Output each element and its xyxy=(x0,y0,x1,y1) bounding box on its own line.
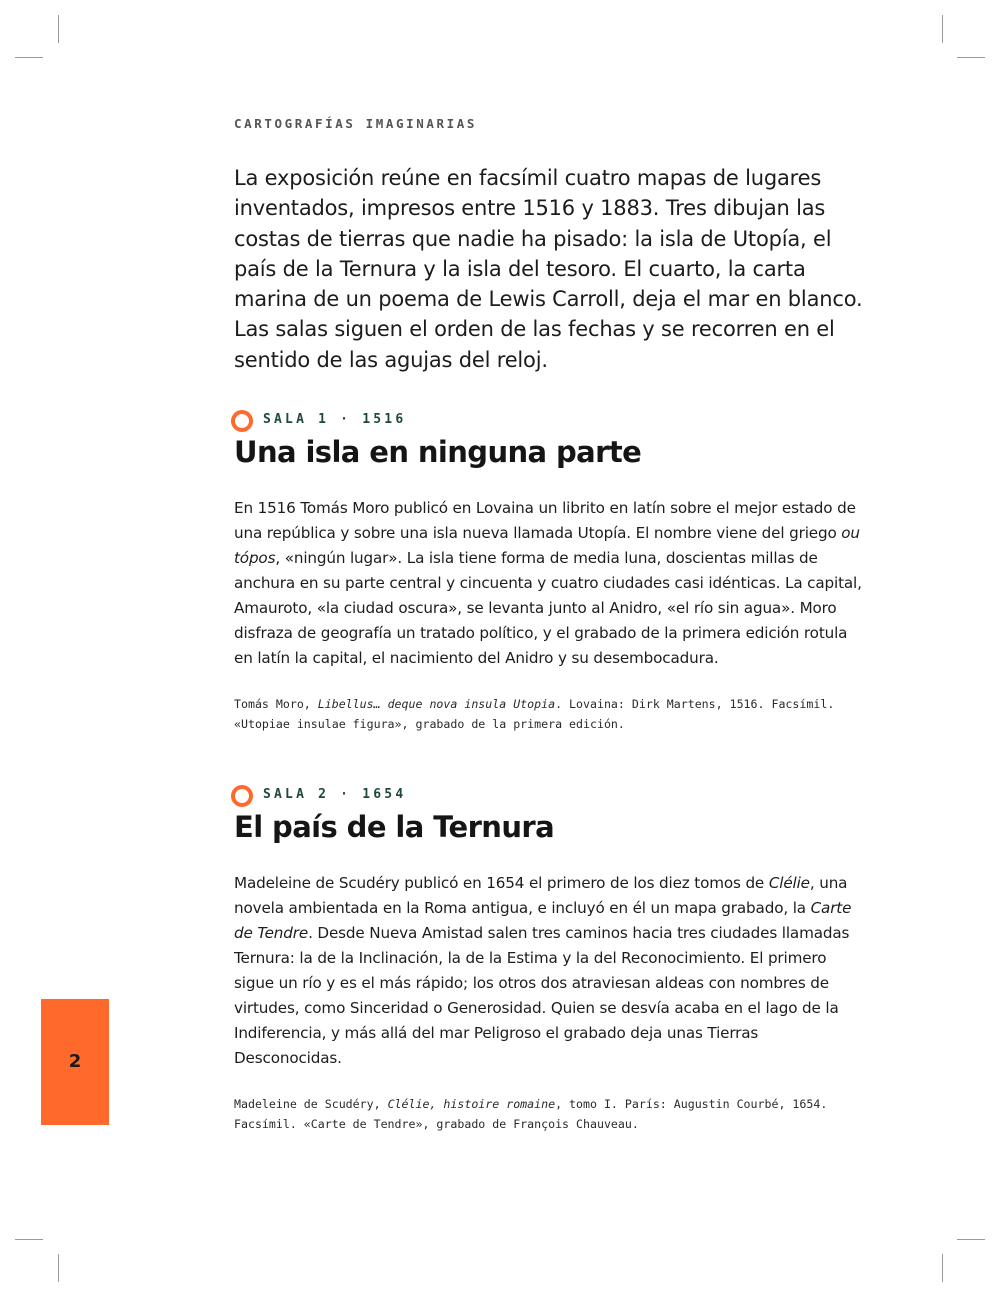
citation-run: . Lovaina: Dirk Martens, 1516. Facsímil. «Utopiae insulae figura», grabado de la primera edición. xyxy=(234,697,835,731)
body-text-italic: Clélie xyxy=(768,874,810,892)
body-text-run: , «ningún lugar». La isla tiene forma de media luna, doscientas millas de anchura en su parte central y cincuenta y cuatro ciudades casi idénticas. La capital, Amauroto, «la ciudad oscura», se levanta junto al Anidro, «el río sin agua». Moro disfraza de geografía un tratado político, y el grabado de la primera edición rotula en latín la capital, el nacimiento del Anidro y su desembocadura. xyxy=(234,549,862,667)
crop-mark-top-left-horizontal xyxy=(15,57,43,58)
crop-mark-bottom-right-horizontal xyxy=(957,1239,985,1240)
section-citation xyxy=(234,1095,864,1134)
orange-ring-bullet-icon xyxy=(231,785,253,807)
citation-italic: Libellus… deque nova insula Utopia xyxy=(317,697,556,711)
citation-run: , tomo I. París: Augustin Courbé, 1654. Facsímil. «Carte de Tendre», grabado de François Chauveau. xyxy=(234,1097,828,1131)
section-body xyxy=(234,871,864,1071)
crop-mark-top-right-horizontal xyxy=(957,57,985,58)
crop-mark-top-left-vertical xyxy=(58,15,59,43)
section-citation xyxy=(234,695,864,734)
section-eyebrow-label: SALA 2 · 1654 xyxy=(263,787,407,802)
section-eyebrow xyxy=(234,410,864,432)
page-number: 2 xyxy=(68,1051,82,1072)
section-eyebrow-label: SALA 1 · 1516 xyxy=(263,412,407,427)
section-title: Una isla en ninguna parte xyxy=(234,435,642,469)
folio-tab xyxy=(41,999,109,1125)
crop-mark-bottom-left-vertical xyxy=(58,1254,59,1282)
citation-run: Tomás Moro, xyxy=(234,697,318,711)
section-title: El país de la Ternura xyxy=(234,810,555,844)
body-text-italic: ou tópos xyxy=(234,524,860,567)
intro-paragraph: La exposición reúne en facsímil cuatro mapas de lugares inventados, impresos entre 1516 y 1883. Tres dibujan las costas de tierras que nadie ha pisado: la isla de Utopía, el país de la Ternura y la isla del tesoro. El cuarto, la carta marina de un poema de Lewis Carroll, deja el mar en blanco. Las salas siguen el orden de las fechas y se recorren en el sentido de las agujas del reloj. xyxy=(234,166,863,372)
body-text-run: . Desde Nueva Amistad salen tres caminos hacia tres ciudades llamadas Ternura: la de la Inclinación, la de la Estima y la del Reconocimiento. El primero sigue un río y es el más rápido; los otros dos atraviesan aldeas con nombres de virtudes, como Sinceridad o Generosidad. Quien se desvía acaba en el lago de la Indiferencia, y más allá del mar Peligroso el grabado deja unas Tierras Desconocidas. xyxy=(234,924,850,1067)
citation-italic: Clélie, histoire romaine xyxy=(387,1097,556,1111)
section-sala-1 xyxy=(234,410,864,734)
section-body xyxy=(234,496,864,671)
crop-mark-bottom-left-horizontal xyxy=(15,1239,43,1240)
orange-ring-bullet-icon xyxy=(231,410,253,432)
body-text-run: En 1516 Tomás Moro publicó en Lovaina un librito en latín sobre el mejor estado de una república y sobre una isla nueva llamada Utopía. El nombre viene del griego xyxy=(234,499,856,542)
section-eyebrow xyxy=(234,785,864,807)
citation-run: Madeleine de Scudéry, xyxy=(234,1097,388,1111)
body-text-italic: Carte de Tendre xyxy=(234,899,852,942)
section-sala-2 xyxy=(234,785,864,1134)
running-head: CARTOGRAFÍAS IMAGINARIAS xyxy=(234,116,478,131)
crop-mark-top-right-vertical xyxy=(942,15,943,43)
crop-mark-bottom-right-vertical xyxy=(942,1254,943,1282)
body-text-run: Madeleine de Scudéry publicó en 1654 el primero de los diez tomos de xyxy=(234,874,769,892)
body-text-run: , una novela ambientada en la Roma antigua, e incluyó en él un mapa grabado, la xyxy=(234,874,848,917)
